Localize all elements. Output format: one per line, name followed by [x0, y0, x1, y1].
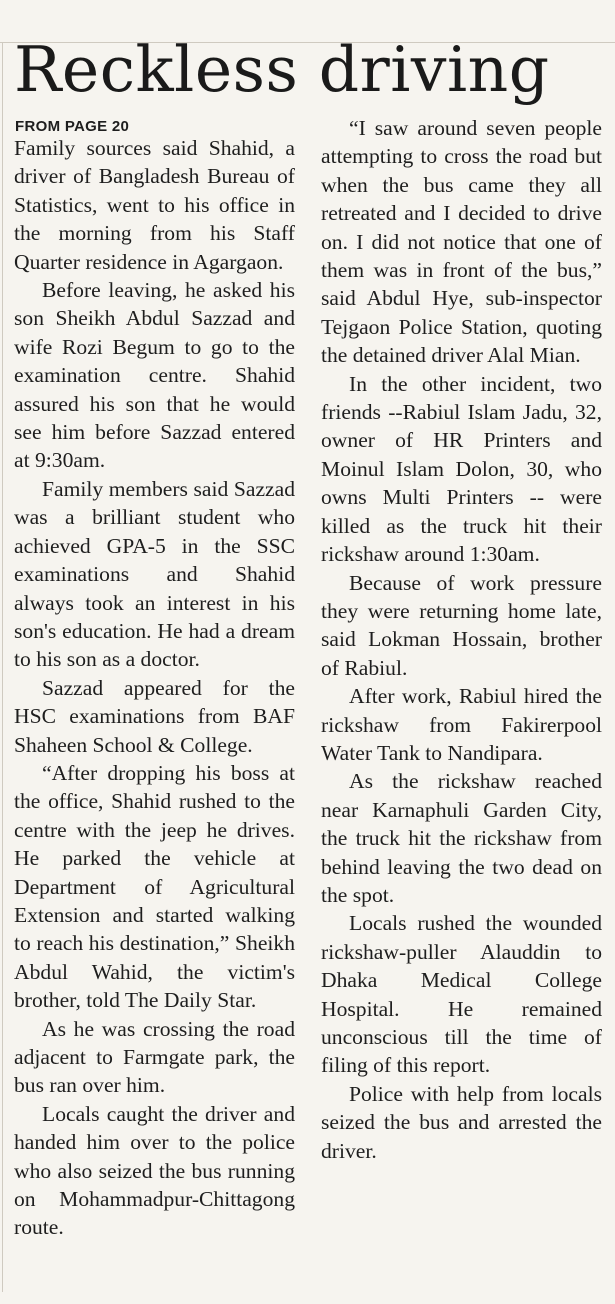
paragraph: Family members said Sazzad was a brilliant student who achieved GPA-5 in the SSC examinations and Shahid always took an interest in his son's education. He had a dream to his son as a doctor. — [14, 476, 295, 672]
paragraph: Police with help from locals seized the bus and arrested the driver. — [321, 1081, 602, 1163]
paragraph: Before leaving, he asked his son Sheikh Abdul Sazzad and wife Rozi Begum to go to the examination centre. Shahid assured his son that he would see him before Sazzad entered at 9:30am. — [14, 278, 295, 473]
paragraph: As the rickshaw reached near Karnaphuli Garden City, the truck hit the rickshaw from behind leaving the two dead on the spot. — [321, 769, 602, 907]
paragraph: In the other incident, two friends --Rabiul Islam Jadu, 32, owner of HR Printers and Moinul Islam Dolon, 30, who owns Multi Printers -- were killed as the truck hit their rickshaw around 1:30am. — [321, 371, 602, 567]
paragraph: Sazzad appeared for the HSC examinations from BAF Shaheen School & College. — [14, 675, 295, 757]
right-column — [321, 114, 602, 1165]
paragraph: “After dropping his boss at the office, Shahid rushed to the centre with the jeep he drives. He parked the vehicle at Department of Agricultural Extension and started walking to reach his destination,” Sheikh Abdul Wahid, the victim's brother, told The Daily Star. — [14, 760, 295, 1013]
left-column — [14, 134, 295, 1242]
paragraph: “I saw around seven people attempting to cross the road but when the bus came they all retreated and I decided to drive on. I did not notice that one of them was in front of the bus,” said Abdul Hye, sub-inspector Tejgaon Police Station, quoting the detained driver Alal Mian. — [321, 116, 602, 368]
paragraph: Locals rushed the wounded rickshaw-puller Alauddin to Dhaka Medical College Hospital. He remained unconscious till the time of filing of this report. — [321, 911, 602, 1078]
paragraph: Because of work pressure they were returning home late, said Lokman Hossain, brother of Rabiul. — [321, 570, 602, 680]
paragraph: As he was crossing the road adjacent to Farmgate park, the bus ran over him. — [14, 1016, 295, 1098]
paragraph: Family sources said Shahid, a driver of Bangladesh Bureau of Statistics, went to his office in the morning from his Staff Quarter residence in Agargaon. — [14, 136, 295, 274]
headline: Reckless driving — [14, 33, 550, 106]
paragraph: Locals caught the driver and handed him over to the police who also seized the bus running on Mohammadpur-Chittagong route. — [14, 1101, 295, 1240]
kicker-from-page: FROM PAGE 20 — [15, 118, 130, 135]
paragraph: After work, Rabiul hired the rickshaw from Fakirerpool Water Tank to Nandipara. — [321, 684, 602, 765]
left-rule — [2, 42, 3, 1292]
